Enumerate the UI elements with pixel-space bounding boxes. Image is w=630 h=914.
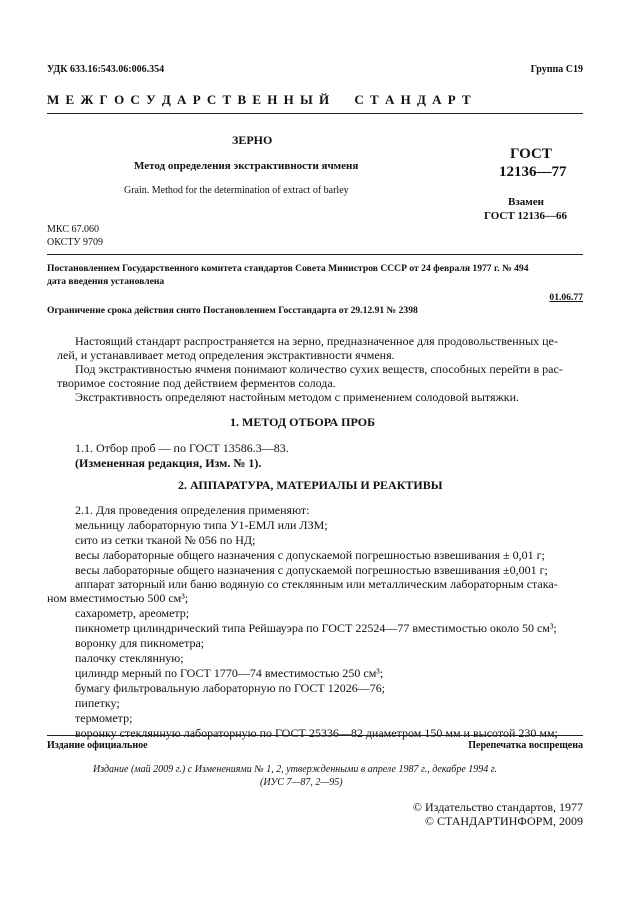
- reprint-notice: Перепечатка воспрещена: [468, 740, 583, 751]
- list-item: пикнометр цилиндрический типа Рейшауэра по ГОСТ 22524—77 вместимостью около 50 см³;: [75, 621, 557, 635]
- list-item: сито из сетки тканой № 056 по НД;: [75, 533, 256, 547]
- intro-line: Экстрактивность определяют настойным методом с применением солодовой вытяжки.: [75, 390, 520, 404]
- list-item: воронку стеклянную лабораторную по ГОСТ 25336—82 диаметром 150 мм и высотой 230 мм;: [75, 726, 558, 740]
- list-item: мельницу лабораторную типа У1-ЕМЛ или ЛЗМ;: [75, 518, 328, 532]
- title-category: ЗЕРНО: [232, 133, 273, 147]
- restriction-text: Ограничение срока действия снято Постановлением Госстандарта от 29.12.91 № 2398: [47, 305, 418, 316]
- okstu-code: ОКСТУ 9709: [47, 237, 104, 248]
- banner-rule: [47, 113, 583, 114]
- udk-code: УДК 633.16:543.06:006.354: [47, 64, 165, 75]
- list-item: аппарат заторный или баню водяную со стеклянным или металлическим лабораторным стака-: [75, 577, 558, 591]
- footer-rule: [47, 735, 583, 736]
- list-item: весы лабораторные общего назначения с допускаемой погрешностью взвешивания ±0,001 г;: [75, 563, 548, 577]
- intro-line: творимое состояние под действием ферментов солода.: [57, 376, 336, 390]
- section2-heading: 2. АППАРАТУРА, МАТЕРИАЛЫ И РЕАКТИВЫ: [178, 478, 443, 492]
- section1-heading: 1. МЕТОД ОТБОРА ПРОБ: [230, 415, 376, 429]
- intro-line: лей, и устанавливает метод определения экстрактивности ячменя.: [57, 348, 395, 362]
- list-item: бумагу фильтровальную лабораторную по ГОСТ 12026—76;: [75, 681, 386, 695]
- mks-code: МКС 67.060: [47, 224, 99, 235]
- intro-line: Настоящий стандарт распространяется на зерно, предназначенное для продовольственных це-: [75, 334, 558, 348]
- list-item: весы лабораторные общего назначения с допускаемой погрешностью взвешивания ± 0,01 г;: [75, 548, 545, 562]
- official-edition-label: Издание официальное: [47, 740, 148, 751]
- decree-date-label: дата введения установлена: [47, 276, 165, 287]
- replace-label: Взамен: [508, 196, 544, 208]
- list-item: термометр;: [75, 711, 133, 725]
- title-russian: Метод определения экстрактивности ячменя: [134, 160, 359, 172]
- list-item: цилиндр мерный по ГОСТ 1770—74 вместимостью 250 см³;: [75, 666, 384, 680]
- gost-label: ГОСТ: [510, 146, 552, 162]
- codes-rule: [47, 254, 583, 255]
- replace-number: ГОСТ 12136—66: [484, 210, 567, 222]
- list-item: воронку для пикнометра;: [75, 636, 205, 650]
- section1-item: 1.1. Отбор проб — по ГОСТ 13586.3—83.: [75, 441, 289, 455]
- title-english: Grain. Method for the determination of extract of barley: [124, 185, 349, 196]
- decree-text: Постановлением Государственного комитета стандартов Совета Министров СССР от 24 февраля 1977 г. № 494: [47, 263, 529, 274]
- list-item: 2.1. Для проведения определения применяют:: [75, 503, 310, 517]
- list-item: пипетку;: [75, 696, 120, 710]
- section1-edition: (Измененная редакция, Изм. № 1).: [75, 456, 262, 470]
- list-item: сахарометр, ареометр;: [75, 606, 190, 620]
- standard-banner: М Е Ж Г О С У Д А Р С Т В Е Н Н Ы Й С Т А Н Д А Р Т: [47, 92, 473, 107]
- edition-note: Издание (май 2009 г.) с Изменениями № 1, 2, утвержденными в апреле 1987 г., декабре 1994 г.: [93, 764, 498, 775]
- gost-number: 12136—77: [499, 164, 567, 180]
- copyright-publisher: © Издательство стандартов, 1977: [412, 800, 583, 814]
- introduction-date: 01.06.77: [549, 292, 583, 303]
- edition-note-ius: (ИУС 7—87, 2—95): [260, 777, 343, 788]
- copyright-standartinform: © СТАНДАРТИНФОРМ, 2009: [424, 814, 583, 828]
- list-item: ном вместимостью 500 см³;: [47, 591, 189, 605]
- group-code: Группа С19: [530, 64, 583, 75]
- intro-line: Под экстрактивностью ячменя понимают количество сухих веществ, способных перейти в рас-: [75, 362, 563, 376]
- list-item: палочку стеклянную;: [75, 651, 184, 665]
